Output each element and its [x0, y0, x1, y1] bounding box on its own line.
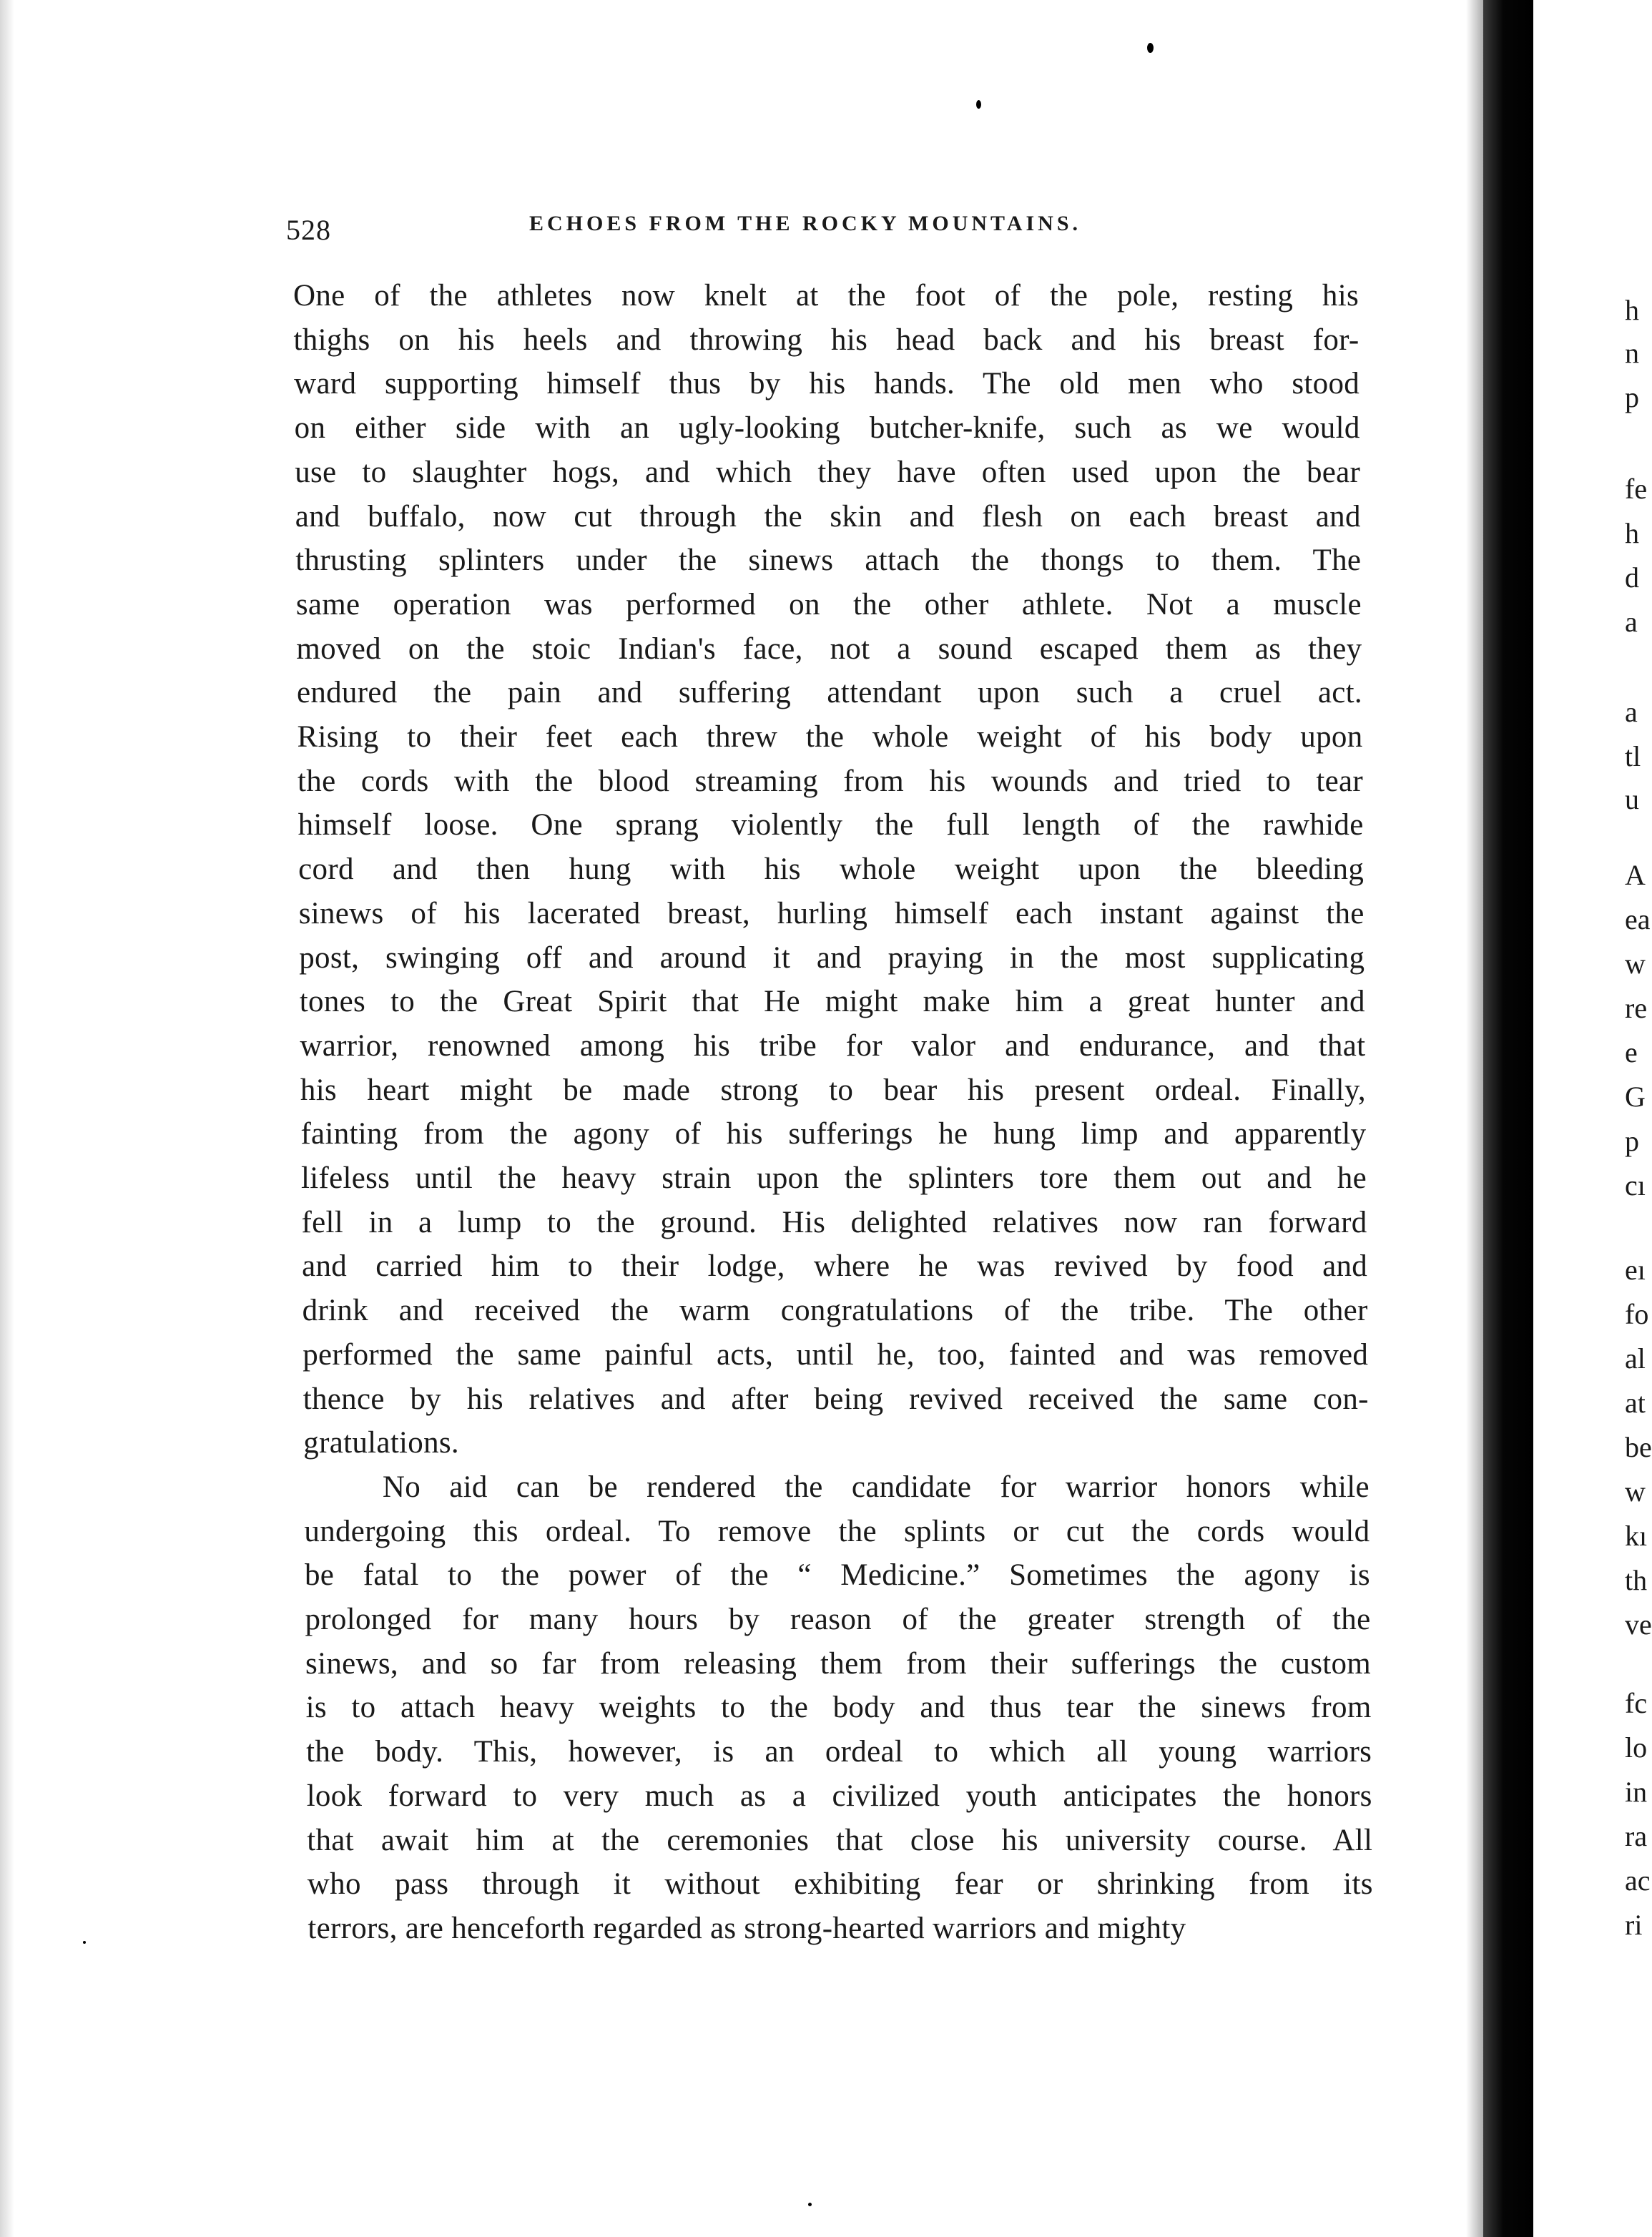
facing-page-fragment: fc	[1625, 1687, 1648, 1719]
facing-page-fragment: A	[1625, 859, 1646, 891]
facing-page-fragment: cı	[1625, 1169, 1646, 1201]
text-line: same operation was performed on the other athlete. Not a muscle	[295, 587, 1362, 621]
text-line: post, swinging off and around it and praying in the most supplicating	[299, 940, 1365, 975]
facing-page-fragment: h	[1625, 294, 1639, 326]
text-line: No aid can be rendered the candidate for warrior honors while	[382, 1470, 1370, 1504]
left-page-edge	[0, 0, 14, 2237]
text-line: One of the athletes now knelt at the foot of the pole, resting his	[293, 279, 1359, 313]
facing-page-fragment: n	[1625, 337, 1639, 369]
text-line: undergoing this ordeal. To remove the splints or cut the cords would	[304, 1514, 1370, 1548]
facing-page-fragment: d	[1625, 561, 1639, 594]
text-line: endured the pain and suffering attendant upon such a cruel act.	[296, 676, 1362, 710]
text-line: himself loose. One sprang violently the full length of the rawhide	[298, 808, 1364, 842]
text-line: use to slaughter hogs, and which they have often used upon the bear	[295, 455, 1361, 489]
facing-page-fragment: a	[1625, 696, 1638, 728]
text-line: prolonged for many hours by reason of the greater strength of the	[305, 1603, 1371, 1636]
facing-page-fragment: kı	[1625, 1520, 1648, 1552]
text-line: gratulations.	[303, 1426, 459, 1460]
facing-page-fragment: w	[1625, 1475, 1646, 1508]
text-line: warrior, renowned among his tribe for valor and endurance, and that	[300, 1028, 1366, 1063]
text-line: and buffalo, now cut through the skin and flesh on each breast and	[295, 499, 1361, 534]
facing-page-fragment: al	[1625, 1342, 1646, 1375]
text-line: who pass through it without exhibiting fear or shrinking from its	[307, 1867, 1373, 1902]
facing-page-fragment: be	[1625, 1431, 1652, 1463]
facing-page-fragment: ra	[1625, 1820, 1648, 1852]
facing-page-fragment: eı	[1625, 1254, 1646, 1286]
text-line: the body. This, however, is an ordeal to which all young warriors	[306, 1735, 1372, 1769]
facing-page-fragment: ve	[1625, 1608, 1652, 1641]
facing-page-fragment: a	[1625, 606, 1638, 638]
text-line: ward supporting himself thus by his hands. The old men who stood	[294, 367, 1360, 401]
facing-page-fragment: p	[1625, 381, 1639, 413]
text-line: drink and received the warm congratulations of the tribe. The other	[302, 1294, 1368, 1328]
text-line: cord and then hung with his whole weight upon the bleeding	[298, 852, 1365, 887]
text-line: moved on the stoic Indian's face, not a sound escaped them as they	[296, 631, 1362, 666]
gutter-edge-shadow	[1466, 0, 1485, 2237]
text-line: terrors, are henceforth regarded as strong-hearted warriors and mighty	[308, 1911, 1186, 1945]
ink-speck	[808, 2203, 812, 2206]
text-line: be fatal to the power of the “ Medicine.” Sometimes the agony is	[304, 1558, 1370, 1593]
facing-page-fragment: ri	[1625, 1909, 1643, 1941]
text-line: sinews, and so far from releasing them from their sufferings the custom	[305, 1646, 1372, 1681]
text-line: performed the same painful acts, until he, too, fainted and was removed	[303, 1337, 1369, 1372]
facing-page-fragment: e	[1625, 1036, 1638, 1068]
text-line: tones to the Great Spirit that He might make him a great hunter and	[299, 985, 1365, 1019]
text-line: lifeless until the heavy strain upon the splinters tore them out and he	[301, 1161, 1367, 1195]
text-line: thence by his relatives and after being revived received the same con-	[303, 1382, 1369, 1416]
text-line: Rising to their feet each threw the whole weight of his body upon	[297, 720, 1363, 754]
facing-page-fragment: u	[1625, 783, 1639, 815]
text-line: thrusting splinters under the sinews attach the thongs to them. The	[295, 544, 1362, 578]
text-line: that await him at the ceremonies that close his university course. All	[307, 1823, 1373, 1857]
facing-page-fragment: th	[1625, 1564, 1648, 1596]
ink-speck	[1147, 43, 1154, 53]
text-line: look forward to very much as a civilized youth anticipates the honors	[306, 1779, 1372, 1813]
running-head: ECHOES FROM THE ROCKY MOUNTAINS.	[529, 212, 1081, 235]
facing-page-fragment: h	[1625, 517, 1639, 549]
text-line: fell in a lump to the ground. His delighted relatives now ran forward	[301, 1205, 1367, 1239]
facing-page-fragment: w	[1625, 948, 1646, 980]
facing-page-fragment: p	[1625, 1125, 1639, 1157]
text-line: thighs on his heels and throwing his head back and his breast for-	[293, 323, 1360, 357]
facing-page-fragment: in	[1625, 1776, 1648, 1808]
text-line: the cords with the blood streaming from his wounds and tried to tear	[298, 764, 1364, 798]
ink-speck	[83, 1941, 86, 1944]
text-line: his heart might be made strong to bear his present ordeal. Finally,	[300, 1073, 1366, 1107]
facing-page-fragment: tl	[1625, 740, 1641, 772]
ink-speck	[976, 100, 981, 109]
facing-page-fragment: ea	[1625, 903, 1651, 935]
book-gutter	[1483, 0, 1533, 2237]
facing-page-fragment: ac	[1625, 1864, 1651, 1897]
facing-page-fragment: fo	[1625, 1298, 1649, 1330]
facing-page-fragment: G	[1625, 1081, 1646, 1113]
text-line: sinews of his lacerated breast, hurling himself each instant against the	[298, 896, 1365, 930]
page-number: 528	[286, 214, 331, 246]
text-line: on either side with an ugly-looking butcher-knife, such as we would	[294, 411, 1360, 446]
facing-page-fragment: re	[1625, 992, 1648, 1024]
facing-page-fragment: lo	[1625, 1731, 1648, 1764]
facing-page-fragment: at	[1625, 1387, 1646, 1419]
text-line: and carried him to their lodge, where he was revived by food and	[302, 1249, 1368, 1284]
facing-page-fragment: fe	[1625, 473, 1648, 505]
text-line: fainting from the agony of his sufferings he hung limp and apparently	[300, 1117, 1367, 1151]
text-line: is to attach heavy weights to the body and thus tear the sinews from	[305, 1691, 1372, 1725]
